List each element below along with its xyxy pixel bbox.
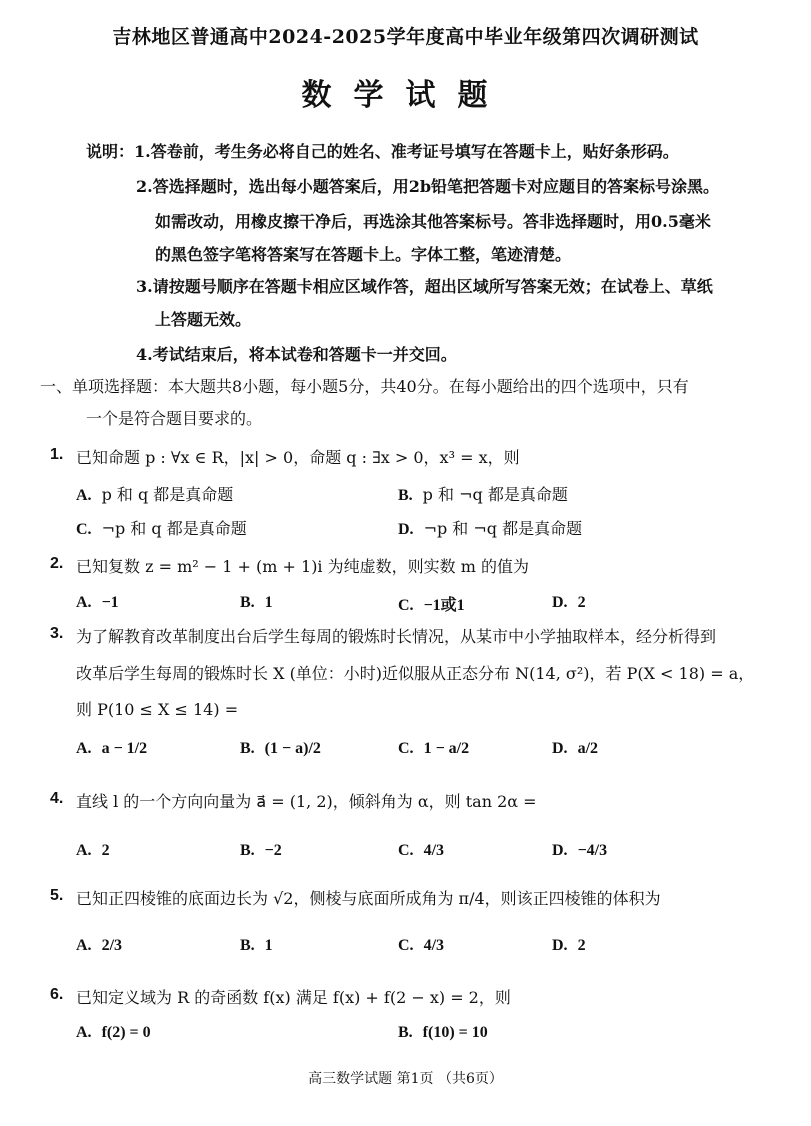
q3-option-c: C. 1 − a/2	[398, 740, 470, 757]
question-3-line-2: 改革后学生每周的锻炼时长 X (单位：小时)近似服从正态分布 N(14, σ²)，若 P(X < 18) = a，	[76, 664, 755, 683]
q1-option-c: C. ¬p 和 q 都是真命题	[76, 519, 247, 538]
exam-subject-title: 数学试题	[301, 78, 510, 113]
q2-option-d: D. 2	[552, 594, 586, 611]
question-6-text: 已知定义域为 R 的奇函数 f(x) 满足 f(x) + f(2 − x) = 2，则	[76, 988, 511, 1007]
q5-option-b: B. 1	[240, 937, 273, 954]
q5-option-a: A. 2/3	[76, 937, 123, 954]
instruction-line-5: 3.请按题号顺序在答题卡相应区域作答，超出区域所写答案无效；在试卷上、草纸	[136, 277, 713, 296]
question-number: 5.	[50, 887, 64, 904]
q1-option-d: D. ¬p 和 ¬q 都是真命题	[398, 519, 583, 538]
q5-option-d: D. 2	[552, 937, 586, 954]
question-number: 1.	[50, 446, 64, 463]
q2-option-c: C. −1或1	[398, 597, 465, 614]
exam-header-title: 吉林地区普通高中2024-2025学年度高中毕业年级第四次调研测试	[112, 26, 699, 48]
question-number: 2.	[50, 555, 64, 572]
instruction-line-3: 如需改动，用橡皮擦干净后，再选涂其他答案标号。答非选择题时，用0.5毫米	[155, 212, 711, 231]
q4-option-d: D. −4/3	[552, 842, 608, 859]
question-1-text: 已知命题 p : ∀x ∈ R，|x| > 0，命题 q : ∃x > 0，x³ = x，则	[76, 448, 520, 467]
q4-option-b: B. −2	[240, 842, 282, 859]
instruction-line-2: 2.答选择题时，选出每小题答案后，用2b铅笔把答题卡对应题目的答案标号涂黑。	[136, 177, 720, 196]
section-heading: 一、单项选择题：本大题共8小题，每小题5分，共40分。在每小题给出的四个选项中，只有	[40, 377, 689, 396]
q5-option-c: C. 4/3	[398, 937, 445, 954]
q6-option-b: B. f(10) = 10	[398, 1024, 488, 1041]
instruction-line-6: 上答题无效。	[155, 310, 252, 329]
section-heading-cont: 一个是符合题目要求的。	[86, 409, 263, 428]
question-number: 6.	[50, 986, 64, 1003]
question-4-text: 直线 l 的一个方向向量为 a⃗ = (1, 2)，倾斜角为 α，则 tan 2α =	[76, 792, 537, 811]
question-number: 3.	[50, 625, 64, 642]
page-footer: 高三数学试题 第1页 （共6页）	[308, 1071, 503, 1087]
q2-option-b: B. 1	[240, 594, 273, 611]
instruction-label: 说明：	[86, 142, 135, 161]
q1-option-a: A. p 和 q 都是真命题	[76, 485, 234, 504]
q4-option-a: A. 2	[76, 842, 110, 859]
instruction-line-7: 4.考试结束后，将本试卷和答题卡一并交回。	[136, 345, 457, 364]
q6-option-a: A. f(2) = 0	[76, 1024, 151, 1041]
instruction-line-1: 说明：1.答卷前，考生务必将自己的姓名、准考证号填写在答题卡上，贴好条形码。	[86, 142, 679, 161]
question-3-line-1: 为了解教育改革制度出台后学生每周的锻炼时长情况，从某市中小学抽取样本，经分析得到	[76, 627, 717, 646]
question-3-line-3: 则 P(10 ≤ X ≤ 14) =	[76, 700, 239, 719]
q1-option-b: B. p 和 ¬q 都是真命题	[398, 485, 568, 504]
q3-option-b: B. (1 − a)/2	[240, 740, 321, 757]
question-2-text: 已知复数 z = m² − 1 + (m + 1)i 为纯虚数，则实数 m 的值为	[76, 557, 529, 576]
question-number: 4.	[50, 790, 64, 807]
question-5-text: 已知正四棱锥的底面边长为 √2，侧棱与底面所成角为 π/4，则该正四棱锥的体积为	[76, 889, 661, 908]
q3-option-a: A. a − 1/2	[76, 740, 148, 757]
q2-option-a: A. −1	[76, 594, 119, 611]
q3-option-d: D. a/2	[552, 740, 599, 757]
instruction-line-4: 的黑色签字笔将答案写在答题卡上。字体工整，笔迹清楚。	[155, 245, 572, 264]
q4-option-c: C. 4/3	[398, 842, 445, 859]
